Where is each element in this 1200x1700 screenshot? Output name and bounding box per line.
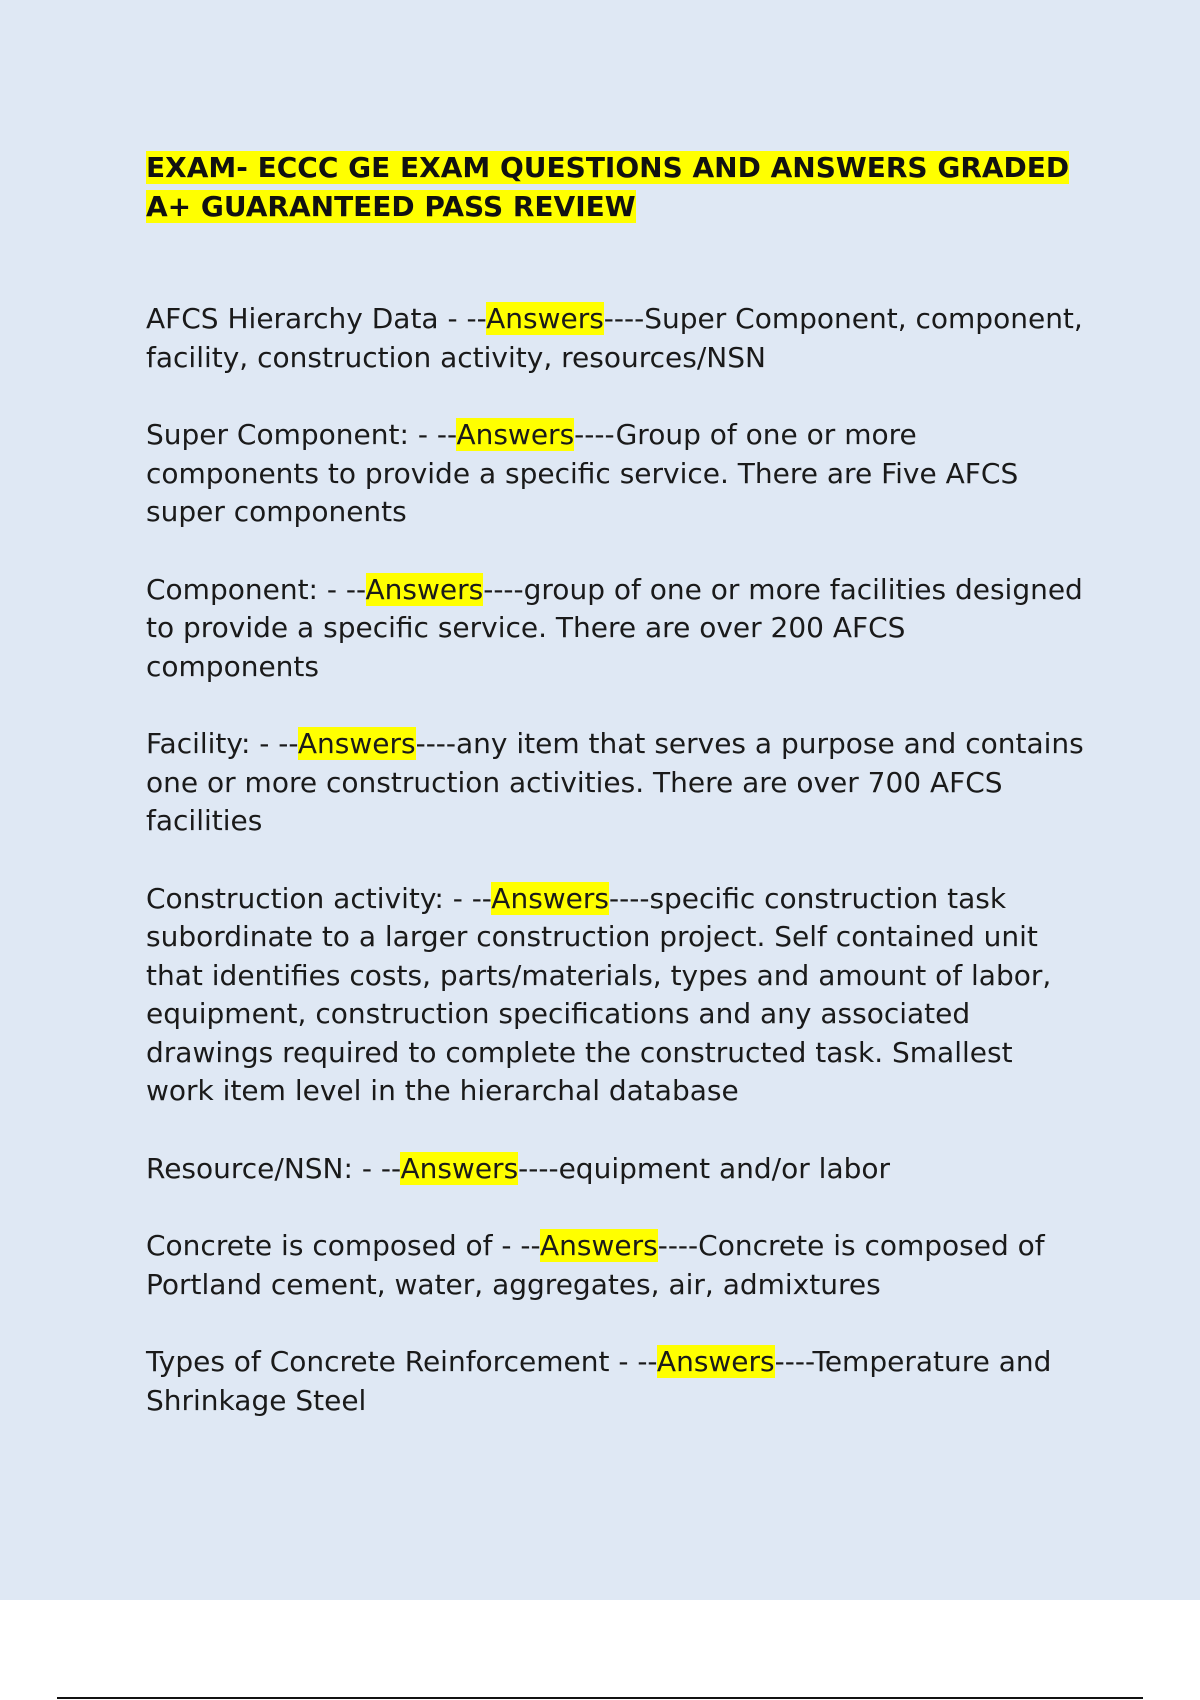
answers-highlight: Answers: [365, 572, 484, 606]
qa-term: AFCS Hierarchy Data: [146, 302, 439, 335]
qa-separator: ----: [603, 302, 645, 335]
qa-entry: [146, 300, 1086, 377]
qa-answer: equipment and/or labor: [558, 1151, 891, 1185]
qa-separator: ----: [415, 727, 457, 760]
answers-highlight: Answers: [456, 418, 575, 451]
qa-answer: any item that serves a purpose and contains one or more construction activities. There are over 700 AFCS facilities: [146, 727, 1084, 837]
qa-term: Types of Concrete Reinforcement: [146, 1345, 610, 1378]
qa-separator: - --: [352, 1151, 401, 1185]
qa-separator: ----: [609, 881, 650, 915]
answers-highlight: Answers: [491, 881, 610, 915]
qa-separator: ----: [483, 572, 524, 606]
qa-entry: [146, 880, 1086, 1111]
qa-entry: [146, 416, 1086, 532]
qa-answer: Concrete is composed of Portland cement, water, aggregates, air, admixtures: [146, 1229, 1045, 1301]
qa-separator: - --: [443, 881, 492, 915]
answers-highlight: Answers: [486, 302, 604, 335]
qa-answer: specific construction task subordinate to a larger construction project. Self contained unit that identifies costs, parts/materials, types and amount of labor, equipment, construction specifications and any associated drawings required to complete the constructed task. Smallest work item level in the hierarchal database: [146, 881, 1052, 1107]
qa-term: Super Component:: [146, 418, 409, 451]
qa-term: Construction activity:: [146, 881, 444, 915]
qa-separator: - --: [250, 727, 298, 760]
answers-highlight: Answers: [400, 1151, 519, 1185]
qa-separator: - --: [318, 572, 366, 606]
qa-separator: ----: [574, 418, 616, 451]
qa-separator: - --: [609, 1345, 657, 1378]
qa-answer: Group of one or more components to provide a specific service. There are Five AFCS super components: [146, 418, 1019, 528]
qa-separator: - --: [492, 1229, 540, 1262]
qa-entry: [146, 571, 1086, 687]
qa-separator: ----: [657, 1229, 699, 1262]
qa-answer: Super Component, component, facility, construction activity, resources/NSN: [146, 302, 1083, 374]
qa-entry: [146, 1150, 1086, 1189]
qa-answer: group of one or more facilities designed to provide a specific service. There are over 200 AFCS components: [146, 572, 1083, 683]
qa-entry: [146, 725, 1086, 841]
qa-list: [146, 300, 1086, 1459]
answers-highlight: Answers: [656, 1345, 775, 1378]
qa-entry: [146, 1343, 1086, 1420]
qa-term: Component:: [146, 572, 318, 606]
answers-highlight: Answers: [540, 1229, 658, 1262]
document-title-text: EXAM- ECCC GE EXAM QUESTIONS AND ANSWERS GRADED A+ GUARANTEED PASS REVIEW: [146, 151, 1070, 223]
qa-answer: Temperature and Shrinkage Steel: [146, 1345, 1052, 1417]
page-footer-area: [0, 1600, 1200, 1700]
qa-separator: ----: [774, 1345, 813, 1378]
qa-term: Resource/NSN:: [146, 1151, 353, 1185]
footer-divider: [57, 1697, 1143, 1699]
document-title: [146, 148, 1086, 226]
qa-entry: [146, 1227, 1086, 1304]
qa-term: Facility:: [146, 727, 251, 760]
qa-separator: - --: [438, 302, 487, 335]
answers-highlight: Answers: [297, 727, 416, 760]
qa-separator: ----: [518, 1151, 559, 1185]
qa-term: Concrete is composed of: [146, 1229, 493, 1262]
qa-separator: - --: [408, 418, 457, 451]
